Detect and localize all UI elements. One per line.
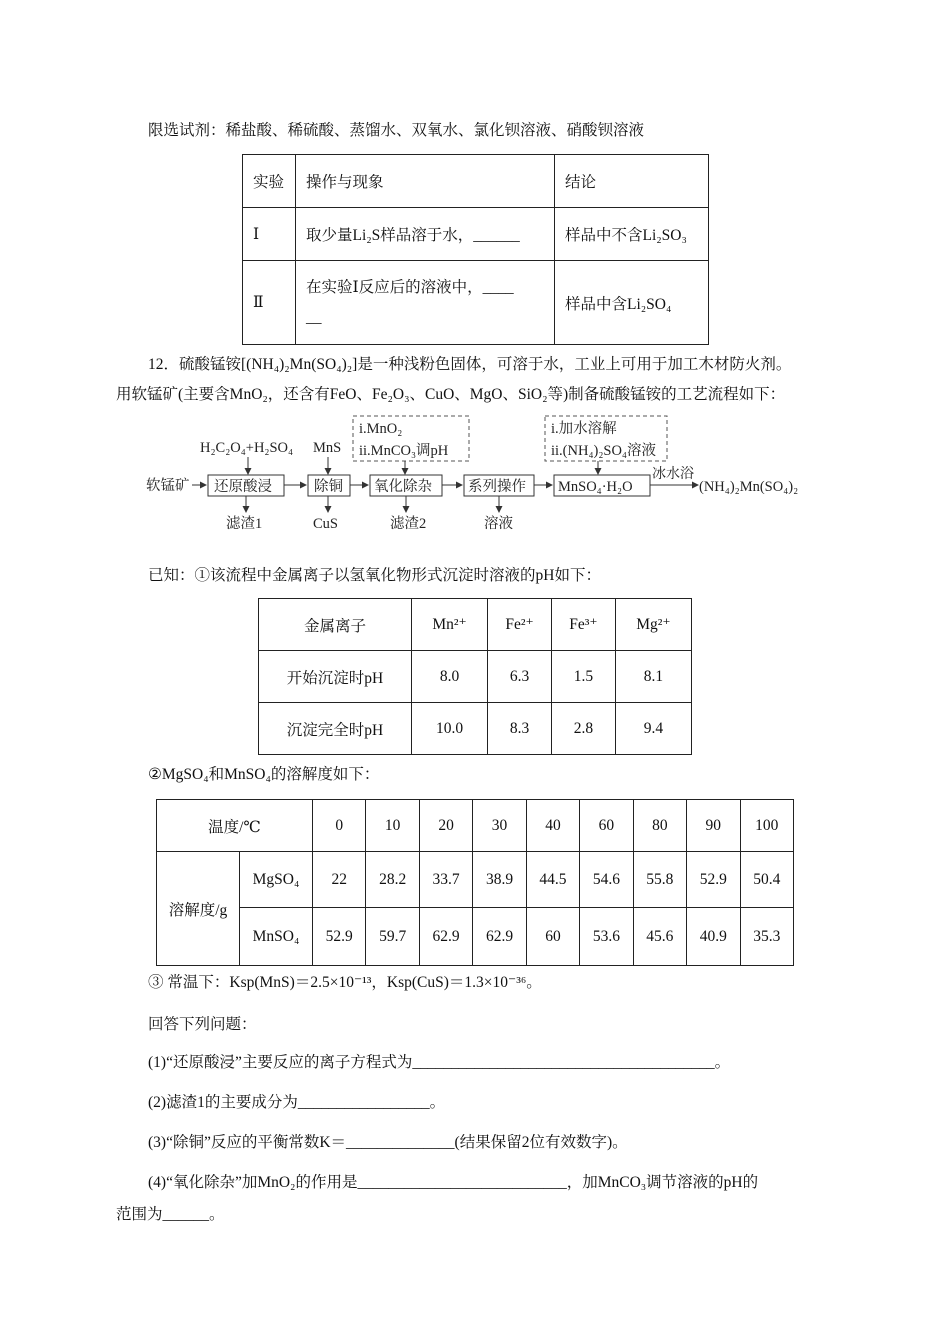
note2-line1: i.加水溶解: [551, 421, 617, 437]
known-2: ②MgSO₄和MnSO₄的溶解度如下：: [148, 766, 380, 783]
t3-t4: 40: [526, 800, 579, 852]
t3-sol-label: 溶解度/g: [157, 852, 240, 966]
ph-table: [258, 598, 692, 755]
t3-mn-7: 40.9: [687, 908, 740, 966]
t3-mn-1: 59.7: [366, 908, 419, 966]
answer-intro: 回答下列问题：: [148, 1016, 257, 1033]
t2-h0: 金属离子: [259, 599, 412, 651]
question-2: (2)滤渣1的主要成分为_________________。: [148, 1094, 446, 1111]
t3-t1: 10: [366, 800, 419, 852]
note2-line2: ii.(NH₄)₂SO₄溶液: [551, 443, 656, 459]
reagent-top-1: H₂C₂O₄+H₂SO₄: [200, 440, 294, 456]
q12-line1: 12．硫酸锰铵[(NH₄)₂Mn(SO₄)₂]是一种浅粉色固体，可溶于水，工业上可用于加工木材防火剂。: [148, 356, 792, 373]
step-3: 氧化除杂: [374, 479, 432, 495]
t3-mg-2: 33.7: [419, 852, 472, 908]
t3-mg-5: 54.6: [580, 852, 633, 908]
header-op: 操作与现象: [296, 155, 555, 208]
question-3: (3)“除铜”反应的平衡常数K＝______________(结果保留2位有效数字)。: [148, 1134, 628, 1151]
step-2: 除铜: [314, 479, 343, 495]
t2-r2-3: 2.8: [551, 703, 615, 755]
header-exp: 实验: [243, 155, 296, 208]
t2-r2-2: 8.3: [488, 703, 552, 755]
exp-1: Ⅰ: [243, 208, 296, 261]
output-4: 溶液: [484, 516, 513, 532]
t2-h4: Mg²⁺: [615, 599, 691, 651]
header-concl: 结论: [555, 155, 709, 208]
t2-h2: Fe²⁺: [488, 599, 552, 651]
q12-line2: 用软锰矿(主要含MnO₂，还含有FeO、Fe₂O₃、CuO、MgO、SiO₂等)制备硫酸锰铵的工艺流程如下：: [116, 386, 786, 403]
t3-t3: 30: [473, 800, 526, 852]
flow-start: 软锰矿: [146, 478, 190, 494]
t3-mg-name: MgSO₄: [240, 852, 313, 908]
t2-r1-2: 6.3: [488, 651, 552, 703]
t3-mn-5: 53.6: [580, 908, 633, 966]
step-1: 还原酸浸: [214, 479, 272, 495]
t3-mn-3: 62.9: [473, 908, 526, 966]
t3-mg-6: 55.8: [633, 852, 686, 908]
t3-mn-6: 45.6: [633, 908, 686, 966]
t2-r1-3: 1.5: [551, 651, 615, 703]
t2-r2-0: 沉淀完全时pH: [259, 703, 412, 755]
t3-mg-0: 22: [313, 852, 366, 908]
t2-r1-0: 开始沉淀时pH: [259, 651, 412, 703]
step-4: 系列操作: [468, 479, 526, 495]
exp-2: Ⅱ: [243, 261, 296, 345]
t3-mn-2: 62.9: [419, 908, 472, 966]
t2-r1-1: 8.0: [412, 651, 488, 703]
note1-line2: ii.MnCO₃调pH: [359, 443, 449, 459]
t3-mg-3: 38.9: [473, 852, 526, 908]
t3-mn-0: 52.9: [313, 908, 366, 966]
known-1: 已知：①该流程中金属离子以氢氧化物形式沉淀时溶液的pH如下：: [148, 567, 601, 584]
t3-t6: 80: [633, 800, 686, 852]
t3-mn-4: 60: [526, 908, 579, 966]
t2-h1: Mn²⁺: [412, 599, 488, 651]
solubility-table: [156, 799, 794, 966]
question-4-cont: 范围为______。: [116, 1206, 225, 1223]
reagent-top-2: MnS: [313, 440, 342, 456]
flow-product: (NH₄)₂Mn(SO₄)₂: [699, 479, 799, 495]
t2-r2-1: 10.0: [412, 703, 488, 755]
op-1: 取少量Li₂S样品溶于水，______: [296, 208, 555, 261]
t2-h3: Fe³⁺: [551, 599, 615, 651]
question-4: (4)“氧化除杂”加MnO₂的作用是___________________________，加MnCO₃调节溶液的pH的: [148, 1174, 759, 1191]
op-2-line2: __: [306, 308, 322, 326]
t3-mg-7: 52.9: [687, 852, 740, 908]
reagents-line: 限选试剂：稀盐酸、稀硫酸、蒸馏水、双氧水、氯化钡溶液、硝酸钡溶液: [148, 122, 645, 139]
output-1: 滤渣1: [226, 516, 263, 532]
t3-t5: 60: [580, 800, 633, 852]
process-flow-diagram: [140, 412, 820, 542]
op-2: [296, 261, 555, 345]
t3-temp-label: 温度/℃: [157, 800, 313, 852]
question-1: (1)“还原酸浸”主要反应的离子方程式为_______________________________________。: [148, 1054, 731, 1071]
t3-mg-1: 28.2: [366, 852, 419, 908]
t3-t2: 20: [419, 800, 472, 852]
output-3: 滤渣2: [390, 516, 427, 532]
t3-mn-name: MnSO₄: [240, 908, 313, 966]
t3-t7: 90: [687, 800, 740, 852]
t3-t0: 0: [313, 800, 366, 852]
t3-mn-8: 35.3: [740, 908, 794, 966]
experiment-table: [242, 154, 709, 345]
op-2-line1: 在实验Ⅰ反应后的溶液中，____: [306, 278, 514, 296]
known-3: ③ 常温下：Ksp(MnS)＝2.5×10⁻¹³，Ksp(CuS)＝1.3×10⁻³⁶。: [148, 974, 542, 991]
t2-r1-4: 8.1: [615, 651, 691, 703]
output-2: CuS: [313, 516, 338, 532]
final-condition: 冰水浴: [652, 467, 694, 482]
t3-mg-8: 50.4: [740, 852, 794, 908]
concl-1: 样品中不含Li₂SO₃: [555, 208, 709, 261]
note1-line1: i.MnO₂: [359, 421, 403, 437]
t3-mg-4: 44.5: [526, 852, 579, 908]
step-5: MnSO₄·H₂O: [558, 479, 633, 495]
t2-r2-4: 9.4: [615, 703, 691, 755]
concl-2: 样品中含Li₂SO₄: [555, 261, 709, 345]
t3-t8: 100: [740, 800, 794, 852]
